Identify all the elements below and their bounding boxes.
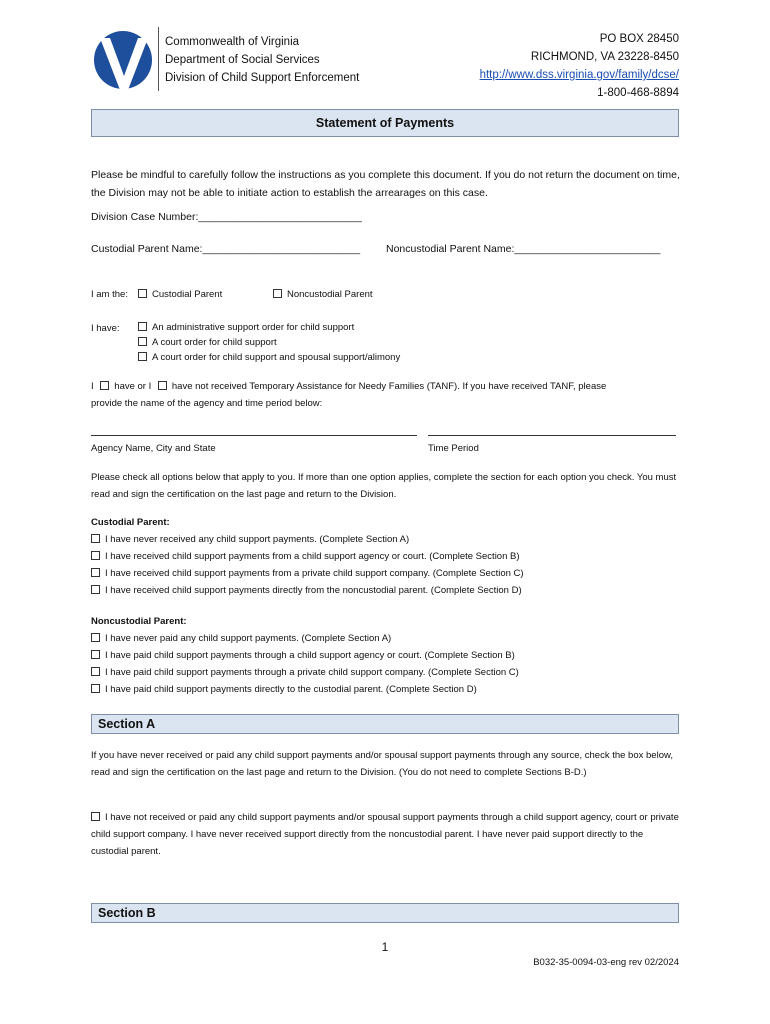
form-id: B032-35-0094-03-eng rev 02/2024 xyxy=(533,957,679,968)
option-label: Custodial Parent xyxy=(152,289,223,300)
noncustodial-option-3[interactable] xyxy=(91,664,519,681)
checkbox[interactable] xyxy=(138,322,147,331)
tanf-have-or: have or I xyxy=(114,381,152,392)
checkbox[interactable] xyxy=(91,585,100,594)
section-a-checkbox-label: I have not received or paid any child support payments and/or spousal support payments through a child support agency, court or private child support company. I have never received support directly from the noncustodial parent. I have never paid support directly to the custodial parent. xyxy=(91,812,679,857)
ihave-option-court[interactable] xyxy=(138,335,400,350)
option-label: I have paid child support payments through a private child support company. (Complete Section C) xyxy=(105,667,519,678)
ihave-option-court-spousal[interactable] xyxy=(138,350,400,365)
custodial-option-4[interactable] xyxy=(91,582,524,599)
option-label: I have received child support payments directly from the noncustodial parent. (Complete Section D) xyxy=(105,585,522,596)
checkbox[interactable] xyxy=(91,684,100,693)
custodial-options xyxy=(91,531,524,599)
section-a-checkbox-row[interactable] xyxy=(91,809,681,860)
noncustodial-option-4[interactable] xyxy=(91,681,519,698)
check-instructions: Please check all options below that apply to you. If more than one option applies, complete the section for each option you check. You must read and sign the certification on the last page and return to the Division. xyxy=(91,472,677,500)
option-label: A court order for child support xyxy=(152,337,277,348)
custodial-option-3[interactable] xyxy=(91,565,524,582)
checkbox[interactable] xyxy=(138,352,147,361)
time-period-underline[interactable] xyxy=(428,435,676,436)
intro-text: Please be mindful to carefully follow the instructions as you complete this document. If you do not return the document on time, the Division may not be able to initiate action to establish the arrearages on this case. xyxy=(91,169,680,199)
tanf-line-2: provide the name of the agency and time period below: xyxy=(91,398,323,409)
checkbox[interactable] xyxy=(91,667,100,676)
checkbox[interactable] xyxy=(273,289,282,298)
option-label: I have received child support payments from a child support agency or court. (Complete Section B) xyxy=(105,551,520,562)
checkbox[interactable] xyxy=(91,812,100,821)
noncustodial-name-field[interactable]: Noncustodial Parent Name:_________________________ xyxy=(386,243,661,255)
iam-noncustodial-option[interactable] xyxy=(273,286,373,303)
checkbox[interactable] xyxy=(91,568,100,577)
iam-custodial-option[interactable] xyxy=(138,286,222,303)
tanf-i: I xyxy=(91,381,94,392)
section-a-heading: Section A xyxy=(91,714,679,734)
section-b-heading: Section B xyxy=(91,903,679,923)
tanf-line-1 xyxy=(91,378,606,395)
checkbox[interactable] xyxy=(91,551,100,560)
po-box: PO BOX 28450 xyxy=(599,33,679,45)
logo-divider xyxy=(158,27,159,91)
option-label: I have paid child support payments directly to the custodial parent. (Complete Section D) xyxy=(105,684,477,695)
time-period-label: Time Period xyxy=(428,443,479,454)
agency-underline[interactable] xyxy=(91,435,417,436)
ihave-option-admin[interactable] xyxy=(138,320,400,335)
custodial-option-2[interactable] xyxy=(91,548,524,565)
option-label: A court order for child support and spousal support/alimony xyxy=(152,352,401,363)
org-line-3: Division of Child Support Enforcement xyxy=(165,72,360,84)
custodial-heading: Custodial Parent: xyxy=(91,517,170,528)
org-line-2: Department of Social Services xyxy=(165,54,320,66)
iam-label: I am the: xyxy=(91,289,128,300)
option-label: I have received child support payments from a private child support company. (Complete Section C) xyxy=(105,568,524,579)
ihave-label: I have: xyxy=(91,323,120,334)
agency-label: Agency Name, City and State xyxy=(91,443,216,454)
tanf-have-checkbox[interactable] xyxy=(100,381,109,390)
tanf-have-not-checkbox[interactable] xyxy=(158,381,167,390)
noncustodial-options xyxy=(91,630,519,698)
noncustodial-option-1[interactable] xyxy=(91,630,519,647)
custodial-name-field[interactable]: Custodial Parent Name:___________________________ xyxy=(91,243,361,255)
noncustodial-heading: Noncustodial Parent: xyxy=(91,616,187,627)
tanf-rest: have not received Temporary Assistance for Needy Families (TANF). If you have received TANF, please xyxy=(171,381,607,392)
ihave-options xyxy=(138,320,400,365)
address-block xyxy=(480,30,679,102)
option-label: I have paid child support payments through a child support agency or court. (Complete Section B) xyxy=(105,650,515,661)
option-label: I have never paid any child support payments. (Complete Section A) xyxy=(105,633,392,644)
custodial-option-1[interactable] xyxy=(91,531,524,548)
page-title: Statement of Payments xyxy=(91,109,679,137)
org-line-1: Commonwealth of Virginia xyxy=(165,36,300,48)
option-label: Noncustodial Parent xyxy=(287,289,373,300)
option-label: An administrative support order for child support xyxy=(152,322,355,333)
checkbox[interactable] xyxy=(91,650,100,659)
website-link[interactable]: http://www.dss.virginia.gov/family/dcse/ xyxy=(479,69,679,81)
section-a-text: If you have never received or paid any child support payments and/or spousal support payments through any source, check the box below, read and sign the certification on the last page and return to the Division. (You do not need to complete Sections B-D.) xyxy=(91,750,673,778)
phone-number: 1-800-468-8894 xyxy=(597,87,679,99)
checkbox[interactable] xyxy=(138,289,147,298)
checkbox[interactable] xyxy=(138,337,147,346)
case-number-field[interactable]: Division Case Number:____________________________ xyxy=(91,211,362,223)
noncustodial-option-2[interactable] xyxy=(91,647,519,664)
city-state: RICHMOND, VA 23228-8450 xyxy=(530,51,679,63)
checkbox[interactable] xyxy=(91,534,100,543)
org-name xyxy=(165,33,359,87)
option-label: I have never received any child support payments. (Complete Section A) xyxy=(105,534,410,545)
page-number: 1 xyxy=(381,940,389,954)
vdss-logo xyxy=(93,28,153,92)
checkbox[interactable] xyxy=(91,633,100,642)
